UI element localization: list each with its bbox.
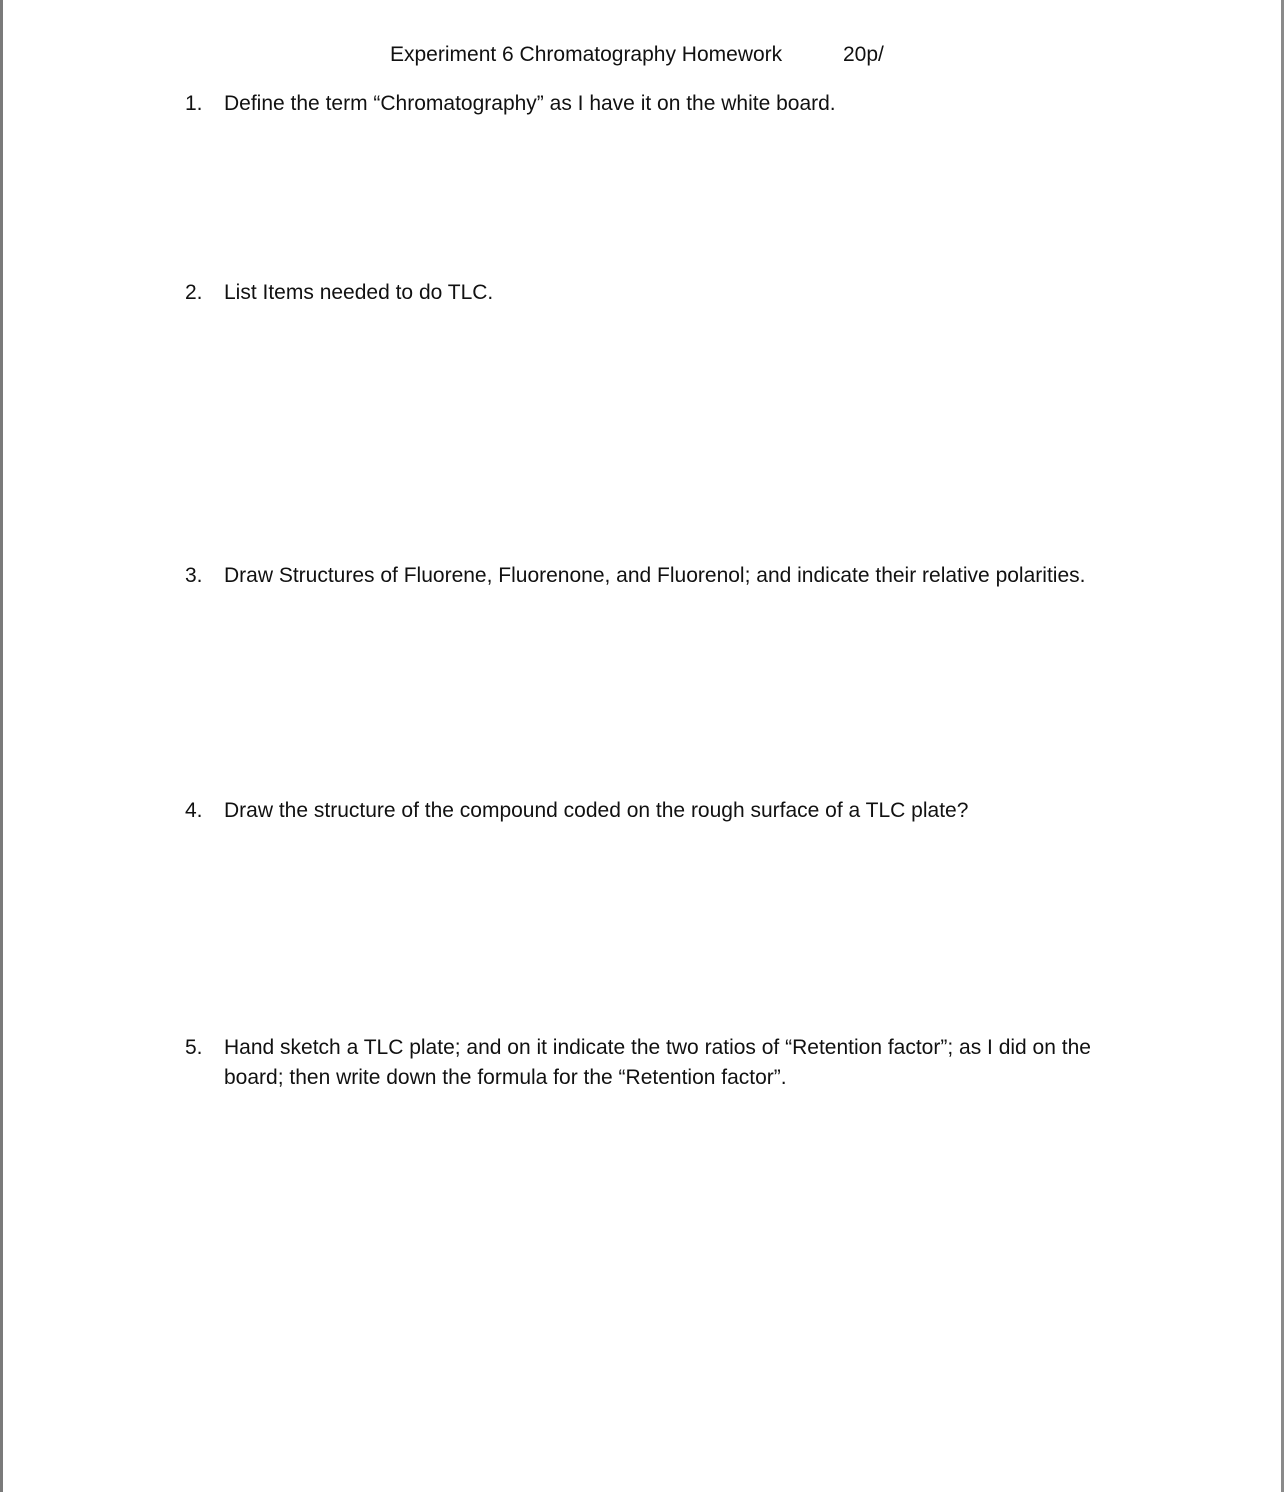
question-text: Draw Structures of Fluorene, Fluorenone, and Fluorenol; and indicate their relative polarities. [224,564,1086,587]
question-text: Define the term “Chromatography” as I have it on the white board. [224,92,836,115]
question-5 [185,1033,1125,1093]
page-left-edge [0,0,3,1492]
question-text: List Items needed to do TLC. [224,281,494,304]
question-number: 2. [185,281,203,304]
page-title: Experiment 6 Chromatography Homework [390,43,783,66]
question-3 [185,561,1125,591]
page-header [390,43,884,67]
question-number: 3. [185,564,203,587]
question-2 [185,278,1125,308]
question-number: 5. [185,1036,203,1059]
question-text: Hand sketch a TLC plate; and on it indicate the two ratios of “Retention factor”; as I did on the board; then write down the formula for the “Retention factor”. [224,1036,1091,1089]
question-number: 4. [185,799,203,822]
points-label: 20p/ [843,43,884,66]
question-1 [185,89,1125,119]
question-number: 1. [185,92,203,115]
question-text: Draw the structure of the compound coded on the rough surface of a TLC plate? [224,799,969,822]
question-4 [185,796,1125,826]
